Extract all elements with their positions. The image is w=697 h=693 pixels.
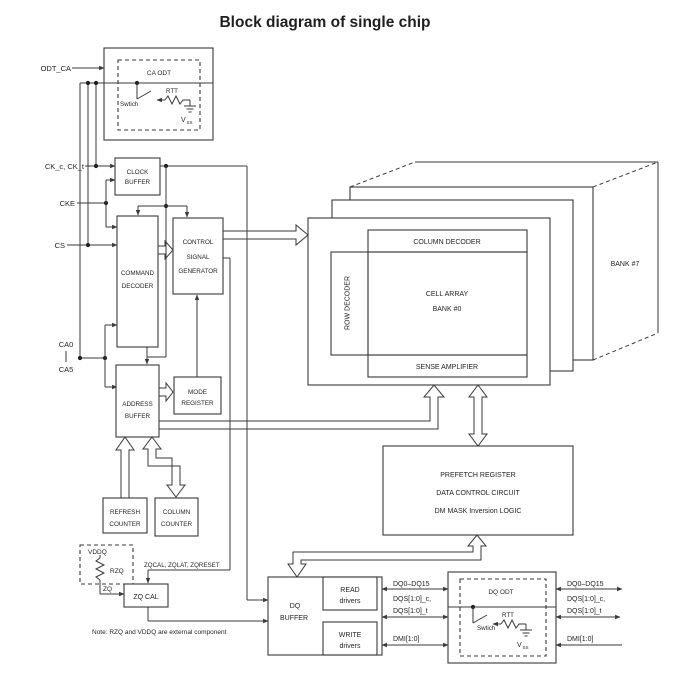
left-pin-labels (41, 64, 85, 374)
csg-label: CONTROL (182, 239, 214, 246)
cke-pin: CKE (59, 199, 75, 208)
csg-label3: GENERATOR (178, 268, 218, 275)
csg-label2: SIGNAL (186, 254, 210, 261)
diagram-title: Block diagram of single chip (219, 14, 431, 31)
ca-vss-sub: SS (186, 120, 193, 125)
address-buffer-label2: BUFFER (124, 413, 151, 420)
write-drivers-label2: drivers (339, 643, 361, 650)
ca-odt-outer-box (104, 48, 213, 140)
read-drivers-label: READ (340, 587, 360, 594)
rzq-resistor (96, 558, 104, 580)
ca5-pin: CA5 (58, 365, 74, 374)
read-drivers-label2: drivers (339, 598, 361, 605)
prefetch-label3: DM MASK Inversion LOGIC (434, 508, 522, 515)
odt-ca-pin: ODT_CA (40, 64, 71, 73)
rzq-label: RZQ (110, 568, 124, 575)
external-component-note: Note: RZQ and VDDQ are external component (92, 629, 227, 636)
mode-register-label: MODE (188, 389, 207, 396)
zq-label: ZQ (103, 586, 113, 593)
ca-switch-blade (137, 91, 151, 99)
dmi-label-inner: DMI[1:0] (393, 636, 420, 643)
dq-switch-label: Swtich (477, 625, 496, 632)
column-counter-label: COLUMN (162, 509, 191, 516)
refresh-counter-label2: COUNTER (109, 521, 141, 528)
vddq-label: VDDQ (88, 549, 107, 556)
dq-buffer-label2: BUFFER (280, 615, 308, 622)
dq-vss-label: V (517, 642, 522, 649)
column-counter-label2: COUNTER (160, 521, 193, 528)
write-drivers-label: WRITE (338, 632, 362, 639)
ck-pin: CK_c, CK_t (44, 162, 84, 171)
dqs-t-label-inner: DQS[1:0]_t (393, 608, 428, 615)
ca-vss-label: V (181, 117, 186, 124)
dqs-c-label-outer: DQS[1:0]_c, (567, 596, 606, 603)
dq-buffer-area (268, 577, 382, 655)
clock-buffer-label: CLOCK (126, 169, 149, 176)
dq-odt-label: DQ ODT (488, 589, 514, 596)
ca-rtt-resistor (165, 96, 185, 104)
dq-switch-blade (473, 615, 487, 623)
dq-vss-sub: SS (522, 645, 529, 650)
refresh-ab-bus (116, 437, 134, 498)
row-decoder-label: ROW DECODER (344, 275, 352, 331)
zq-cal-label: ZQ CAL (133, 594, 159, 601)
clock-buffer-box (115, 158, 160, 195)
ca-odt-label: CA ODT (146, 70, 172, 77)
prefetch-dqbuffer-bus (288, 535, 486, 577)
cell-array-label: CELL ARRAY (425, 291, 469, 298)
bank7-label: BANK #7 (610, 261, 640, 268)
csg-to-bank-bus (223, 225, 308, 245)
dq-rtt-label: RTT (502, 612, 514, 619)
cs-pin: CS (54, 241, 65, 250)
zq-cal-signals-label: ZQCAL, ZQLAT, ZQRESET (144, 562, 220, 569)
left-pin-wiring (66, 68, 117, 387)
dq-range-label-outer: DQ0–DQ15 (567, 581, 604, 588)
dmi-label-outer: DMI[1:0] (567, 636, 594, 643)
dqs-c-label-inner: DQS[1:0]_c, (393, 596, 432, 603)
prefetch-label2: DATA CONTROL CIRCUIT (436, 490, 520, 497)
dqs-t-label-outer: DQS[1:0]_t (567, 608, 602, 615)
bank0-label: BANK #0 (432, 306, 462, 313)
refresh-counter-label: REFRESH (109, 509, 141, 516)
dq-buffer-label: DQ (289, 603, 301, 610)
ca-rtt-label: RTT (166, 88, 178, 95)
bank-prefetch-bus (469, 385, 487, 446)
zq-area (80, 545, 268, 636)
dq-range-label-inner: DQ0–DQ15 (393, 581, 430, 588)
dq-odt-block (448, 572, 556, 663)
clock-buffer-label2: BUFFER (124, 179, 151, 186)
command-decoder-label2: DECODER (121, 283, 154, 290)
ca0-pin: CA0 (58, 340, 74, 349)
dq-rtt-resistor (501, 620, 521, 628)
ab-to-mode-bus (159, 383, 173, 401)
ca-switch-label: Swtich (120, 101, 139, 108)
address-buffer-label: ADDRESS (122, 401, 153, 408)
command-decoder-box (117, 216, 158, 347)
column-decoder-label: COLUMN DECODER (413, 239, 481, 246)
column-counter-box (155, 498, 198, 536)
ca-odt-block (80, 48, 213, 140)
command-decoder-label: COMMAND (120, 270, 155, 277)
prefetch-label: PREFETCH REGISTER (440, 472, 516, 479)
ab-column-counter-bus (143, 437, 185, 497)
mode-register-label2: REGISTER (181, 400, 214, 407)
bank-stack (308, 187, 593, 385)
sense-amplifier-label: SENSE AMPLIFIER (415, 364, 479, 371)
